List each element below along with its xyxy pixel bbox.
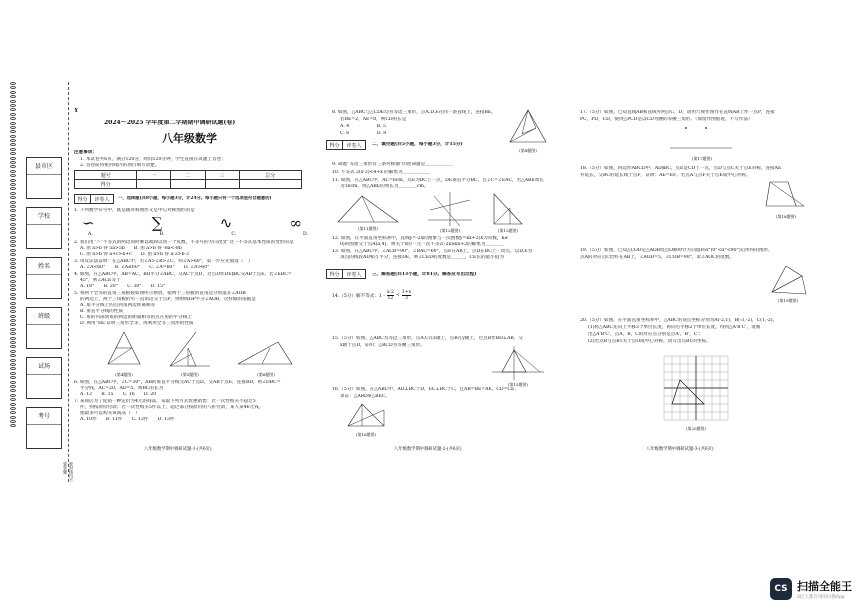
question-19-line-1: 19.（5分）如图，已知△COD是△AOB绕点O顺时针方向旋转α°(0°<α°<90°)后所得的图形，: [580, 248, 773, 253]
question-7-line-2: 件，则按原价付款；若一次性购买5件以上，超过部分按原价的八折付款，某人拿46元钱，: [80, 405, 264, 410]
question-18-line-2: 并延长，交BC的延长线于点F，证明：AE=EF。若点A与点F关于点E成中心对称。: [580, 173, 751, 178]
question-8-options-cd: C. 6 D. 8: [340, 131, 387, 136]
fig-15-caption: (第15题图): [507, 382, 529, 387]
question-4-line-2: 45°，则∠ACE等于: [80, 278, 121, 283]
question-8-line-2: 若BE=2，AE=8，则CD的长是: [340, 117, 407, 122]
infinity-symbol: ∞: [289, 214, 302, 232]
field-name: 姓名: [26, 257, 62, 299]
figure-q19: [766, 260, 810, 298]
question-3-line-1: 3. 用反证法证明：在△ABC中，若∠A>∠B>∠C，则∠A>60°，第一步应先假设（ ）: [74, 259, 253, 264]
question-18-line-1: 18.（5分）如图，四边形ABCD中，AD∥BC，点E是CD上一点，点D与点C关于点E对称，连接AE: [580, 166, 782, 171]
option-c[interactable]: C.: [231, 232, 237, 237]
page-1: [74, 62, 312, 560]
grader-name-label: 评卷人: [90, 195, 113, 204]
score-cell[interactable]: [239, 180, 301, 189]
field-class: 班级: [26, 307, 62, 349]
question-5-option-b: B. 垂直平分线的性质: [80, 309, 124, 314]
question-4-line-3: A. 18° B. 20° C. 30° D. 15°: [80, 284, 166, 289]
scanner-name: 扫描全能王: [797, 580, 852, 593]
question-8-options-ab: A. 4 B. 5: [340, 124, 386, 129]
question-14: 14.（5分）解不等式：1 - $\frac{x-2}{12}$ < $\frac{1+x}{3}$: [332, 290, 412, 301]
question-5-line-2: 的两边上，两个三角板的另一直角边交于点P，则射线OP平分∠AOB，这样做的依据是: [80, 297, 256, 302]
figure-q17: [666, 122, 736, 154]
section-3-title: 三、解答题(共13小题，计81分。解答应写出过程): [372, 272, 477, 277]
grader-score-label: 得分: [75, 195, 91, 204]
figure-q11: [332, 192, 402, 226]
grader-score-label: 得分: [327, 270, 343, 279]
score-cell[interactable]: [137, 180, 171, 189]
fig-17-caption: (第17题图): [691, 156, 713, 161]
note-1: 1. 本试卷共6页，满分120分，时间120分钟，学生直接在试题上答卷；: [80, 157, 226, 162]
question-20-line-3: 出△A'B'C'，点A，B，C的对应点分别是点A'，B'，C'；: [588, 332, 704, 337]
question-19-line-2: 点A的对应点C恰好在AB上，∠AOD=5，∠COB=90°，求∠AOC的度数。: [580, 255, 734, 260]
q1-options: [88, 232, 308, 237]
camscanner-logo: CS: [770, 578, 792, 600]
question-15-line-1: 15.（5分）如图，△ABC为等边三角形，点A,C在x轴上，点B在y轴上，过点B作BD⊥AB，交: [332, 336, 523, 341]
fig-11-caption: (第11题图): [357, 226, 379, 231]
question-4-line-1: 4. 如图，在△ABC中，AB=AC，BD平分∠ABC，交AC于点D，过点D作DE∥BC交AB于点E。若∠EBC=: [74, 272, 292, 277]
question-13-line-1: 13. 如图，在△ABC中，∠ACB=90°，∠BAC=60°，点E在AB上，点D在BC上一动点，以D,E为: [332, 249, 533, 254]
figure-q13: [488, 190, 528, 228]
question-11-line-1: 11. 如图，在△ABC中，AC=6cm，点E为BC上一点，DE垂直平分BC，且∠C=∠EAC，若△ABE周长: [332, 178, 544, 183]
question-8-line-1: 8. 如图，△ABC与△CDE均为等边三角形，点A,D,E在同一条直线上，连接BE。: [332, 110, 496, 115]
score-cell[interactable]: [171, 180, 205, 189]
field-school: 学校: [26, 207, 62, 249]
question-6-line-2: 平分线，AC=20，AD=5，则BC的长为: [80, 386, 164, 391]
notes-title: 注意事项：: [74, 150, 97, 155]
score-row-label: 得分: [75, 180, 137, 189]
question-2-line-3: C. 由 a>b 得 a+c>b+c D. 由 a>b 得 a-3>b-3: [80, 252, 189, 257]
question-17-line-1: 17.（5分）如图，已知直线AB和直线外两点C，D，请用尺规作图作在直线AB上作一点P，连接: [580, 110, 775, 115]
denominator: 12: [387, 296, 394, 301]
field-county: 县市区: [26, 157, 62, 199]
punch-dots: [8, 82, 20, 429]
scanner-text: [797, 578, 852, 600]
exam-subject: 八年级数学: [162, 132, 217, 145]
option-d[interactable]: D.: [303, 232, 308, 237]
page-3-footer: 八年级数学期中调研试题-3-(共6页): [646, 447, 714, 452]
score-header: 题号: [75, 171, 137, 180]
scanner-badge: [770, 578, 852, 600]
scanner-tagline: 3亿人都在用的扫描App: [797, 595, 845, 600]
grader-name-label: 评卷人: [342, 270, 365, 279]
numerator: x-2: [386, 290, 394, 295]
question-6-options: A. 12 B. 15 C. 16 D. 20: [80, 392, 157, 397]
page-1-footer: 八年级数学期中调研试题-1-(共6页): [144, 447, 212, 452]
q14-text: 14.（5分）解不等式：1 -: [332, 293, 385, 299]
score-header: 总分: [239, 171, 301, 180]
grader-box: [74, 194, 114, 204]
figure-q8: [506, 108, 550, 148]
question-7-line-1: 7. 某商店为了促销一种定价为4元的商品，采取下列方式优惠销售：若一次性购买不超过5: [74, 399, 256, 404]
note-2: 2. 答卷前将密封线内的项目填写清楚。: [80, 163, 160, 168]
question-7-options: A. 10件 B. 11件 C. 12件 D. 13件: [80, 417, 175, 422]
fig-12-caption: (第12题图): [439, 228, 461, 233]
section-1-title: 一、选择题(共8小题，每小题3分，计24分。每小题只有一个选项是符合题意的): [118, 196, 272, 201]
question-2-line-1: 2. 我们用“＞”不等式的两边同时乘以或除以同一个负数，不等号的方向改变”这一不等式基本性质的变形的是: [74, 240, 294, 245]
fig-6-caption: (第6题图): [257, 372, 275, 377]
grader-name-label: 评卷人: [342, 141, 365, 150]
grader-box-3: [326, 269, 366, 279]
question-2-line-2: A. 由 a>b 得 5a>5b B. 由 a>b 得 -8a<-8b: [80, 246, 182, 251]
fig-16-caption: (第16题图): [355, 432, 377, 437]
fig-5-caption: (第5题图): [181, 372, 199, 377]
page-2-footer: 八年级数学期中调研试题-2-(共6页): [394, 447, 462, 452]
option-b[interactable]: B.: [159, 232, 165, 237]
question-12-line-2: 0)的图象交于点A(a,4)，则关于x的一元一次不等式-2x≥kx+2的解集为＿＿＿＿: [340, 242, 504, 247]
question-20-line-4: (2)若点B与点B1关于点O成中心对称，请写出点B1的坐标。: [588, 339, 711, 344]
figure-q5: [166, 330, 212, 370]
score-header: 一: [137, 171, 171, 180]
q14-fraction-1: [387, 290, 394, 301]
question-5-option-a: A. 角平分线上的点到角两边距离相等: [80, 303, 156, 308]
section-2-title: 二、填空题(共5小题，每小题3分，计15分): [372, 142, 463, 147]
grader-box-2: [326, 140, 366, 150]
figure-q18: [762, 178, 808, 212]
score-header: 三: [205, 171, 239, 180]
question-13-line-2: 顶点的线段AD相互平分，连接DE，则∠CED的度数是＿＿＿，CE长的最小值为: [340, 255, 504, 260]
question-15-line-2: x轴于点D，证明：△BCD为等腰三角形。: [340, 343, 425, 348]
grader-score-label: 得分: [327, 141, 343, 150]
score-cell[interactable]: [205, 180, 239, 189]
question-9: 9. 命题“等边三角形有三条对称轴”的逆命题是＿＿＿＿＿＿: [332, 162, 453, 167]
question-11-line-2: 为16cm，则△ABE的周长为＿＿＿＿cm。: [340, 184, 429, 189]
fig-20-caption: (第20题图): [685, 426, 707, 431]
question-12-line-1: 12. 如图，在平面直角坐标系中，直线y=-2x的图象与一次函数y=kx+2(k为常数，k≠: [332, 236, 509, 241]
figure-q15: [490, 344, 546, 382]
seal-notice: 密封线内不要答题: [63, 462, 74, 482]
score-table: [74, 170, 302, 189]
question-6-line-1: 6. 如图，在△ABC中，∠C=30°，AB的垂直平分线交AC于点D，交AB于点E，连接BD，则∠DBC=: [74, 380, 281, 385]
figure-q4: [104, 330, 144, 370]
figure-q6: [234, 336, 296, 368]
question-3-line-2: A. ∠A<60° B. ∠A≤60° C. ∠A=60° D. ∠A>60°: [80, 265, 210, 270]
sigma-symbol: ∑: [151, 214, 163, 232]
question-17-line-2: PC，PD，CD，使得△PCD是以CD为腰的等腰三角形。（保留作图痕迹，不写作法）: [580, 117, 753, 122]
wave-symbol: ∿: [219, 214, 233, 232]
exam-title: 2024～2025 学年度第二学期期中调研试题(卷): [104, 120, 236, 126]
question-5-line-1: 5. 将两个全等的直角三角板按如图所示摆放，使两个三角板的直角边分别落在∠AOB: [74, 291, 246, 296]
fig-4-caption: (第4题图): [115, 372, 133, 377]
q14-fraction-2: [402, 290, 411, 301]
denominator: 3: [405, 296, 408, 301]
field-exam-room: 试场: [26, 357, 62, 399]
page-mark: Y: [74, 108, 79, 114]
question-20-line-2: (1)将△ABC先向上平移3个单位长度，再向右平移2个单位长度，得到△A'B'C'，请画: [588, 325, 761, 330]
figure-q12: [424, 190, 474, 228]
fig-13-caption: (第13题图): [497, 228, 519, 233]
question-1: 1. 下列数学符号中，既是轴对称图形又是中心对称图形的是: [74, 208, 195, 213]
question-10: 10. 不等式 2(x-3)<4+x 的解集为＿＿＿＿＿＿: [332, 170, 431, 175]
binding-strip: [6, 82, 74, 482]
question-7-line-3: 他最多可以购买该商品（ ）: [80, 411, 140, 416]
page-3: [566, 62, 816, 560]
seal-line: [68, 82, 69, 482]
figure-q20-grid: [660, 352, 732, 424]
fig-8-caption: (第8题图): [519, 148, 537, 153]
question-5-option-c: C. 角的内部到角的两边的距离相等的点在角的平分线上: [80, 315, 192, 320]
question-16-line-1: 16.（5分）如图，在△ABC中，AD⊥BC于D，EC⊥BC于C，且AB=BE=AE，CD=CE，: [332, 387, 519, 392]
question-16-line-2: 求证：△ABD≌△BEC。: [340, 394, 390, 399]
question-20-line-1: 20.（5分）如图，在平面直角坐标系中，△ABC的顶点坐标分别为A(-2,1)，B(-3,-2)，C(1,-2)。: [580, 318, 778, 323]
field-exam-number: 考号: [26, 407, 62, 449]
q1-symbols: [82, 214, 302, 232]
numerator: 1+x: [401, 290, 412, 295]
similar-symbol: ∽: [82, 214, 95, 232]
option-a[interactable]: A.: [88, 232, 93, 237]
score-header: 二: [171, 171, 205, 180]
fig-18-caption: (第18题图): [775, 214, 797, 219]
question-5-option-d: D. 利用“HL”证明三角形全等，再利用全等三角形的性质: [80, 321, 194, 326]
fig-19-caption: (第19题图): [777, 298, 799, 303]
figure-q16: [344, 400, 388, 430]
page-2: [318, 62, 560, 560]
